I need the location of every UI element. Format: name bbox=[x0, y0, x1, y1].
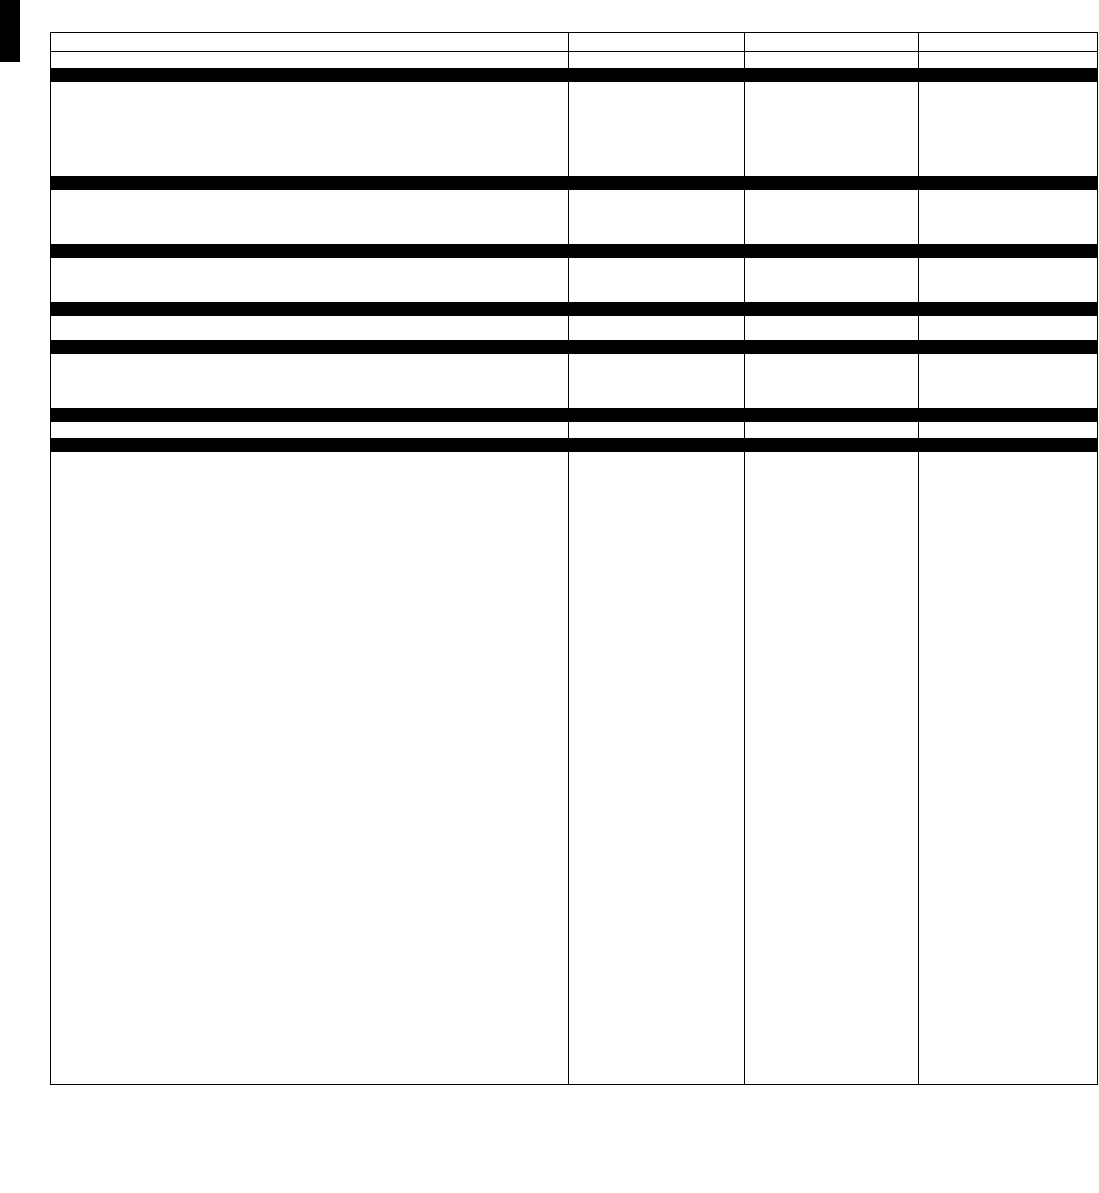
rule-cell-4 bbox=[919, 316, 1098, 341]
rule-cell-3 bbox=[745, 316, 919, 341]
table-row-mid bbox=[51, 190, 1098, 245]
table-row-rule bbox=[51, 316, 1098, 341]
body-cell-2 bbox=[569, 452, 745, 1085]
page-edge-tab bbox=[0, 0, 20, 62]
document-table bbox=[50, 32, 1098, 1085]
tall-cell-1 bbox=[51, 82, 569, 177]
subheader-cell-2 bbox=[569, 52, 745, 69]
thin-cell-2 bbox=[569, 422, 745, 439]
table-row-tall bbox=[51, 82, 1098, 177]
tall-cell-4 bbox=[919, 82, 1098, 177]
table-separator-3 bbox=[51, 245, 1098, 258]
thin-cell-3 bbox=[745, 422, 919, 439]
table-separator-1 bbox=[51, 69, 1098, 82]
small-cell-2 bbox=[569, 258, 745, 303]
separator-bar bbox=[51, 69, 1098, 82]
rule-cell-1 bbox=[51, 316, 569, 341]
body-cell-4 bbox=[919, 452, 1098, 1085]
small-cell-1 bbox=[51, 258, 569, 303]
table-separator-5 bbox=[51, 341, 1098, 354]
separator-bar bbox=[51, 409, 1098, 422]
table-row-subheader bbox=[51, 52, 1098, 69]
header-cell-3 bbox=[745, 33, 919, 52]
rule-cell-2 bbox=[569, 316, 745, 341]
header-cell-4 bbox=[919, 33, 1098, 52]
mid-cell-2 bbox=[569, 190, 745, 245]
document-page bbox=[50, 32, 1097, 1193]
separator-bar bbox=[51, 341, 1098, 354]
table-row-small bbox=[51, 258, 1098, 303]
table-row-mid2 bbox=[51, 354, 1098, 409]
subheader-cell-1 bbox=[51, 52, 569, 69]
separator-bar bbox=[51, 303, 1098, 316]
table-row-thin bbox=[51, 422, 1098, 439]
separator-bar bbox=[51, 177, 1098, 190]
header-cell-2 bbox=[569, 33, 745, 52]
mid2-cell-2 bbox=[569, 354, 745, 409]
table-separator-4 bbox=[51, 303, 1098, 316]
tall-cell-2 bbox=[569, 82, 745, 177]
separator-bar bbox=[51, 439, 1098, 452]
subheader-cell-4 bbox=[919, 52, 1098, 69]
tall-cell-3 bbox=[745, 82, 919, 177]
mid-cell-1 bbox=[51, 190, 569, 245]
separator-bar bbox=[51, 245, 1098, 258]
header-cell-1 bbox=[51, 33, 569, 52]
mid-cell-3 bbox=[745, 190, 919, 245]
mid2-cell-1 bbox=[51, 354, 569, 409]
mid2-cell-3 bbox=[745, 354, 919, 409]
table-row-header bbox=[51, 33, 1098, 52]
body-cell-1 bbox=[51, 452, 569, 1085]
table-separator-2 bbox=[51, 177, 1098, 190]
subheader-cell-3 bbox=[745, 52, 919, 69]
mid2-cell-4 bbox=[919, 354, 1098, 409]
thin-cell-4 bbox=[919, 422, 1098, 439]
table-separator-6 bbox=[51, 409, 1098, 422]
small-cell-4 bbox=[919, 258, 1098, 303]
table-separator-7 bbox=[51, 439, 1098, 452]
body-cell-3 bbox=[745, 452, 919, 1085]
small-cell-3 bbox=[745, 258, 919, 303]
mid-cell-4 bbox=[919, 190, 1098, 245]
table-row-body bbox=[51, 452, 1098, 1085]
thin-cell-1 bbox=[51, 422, 569, 439]
